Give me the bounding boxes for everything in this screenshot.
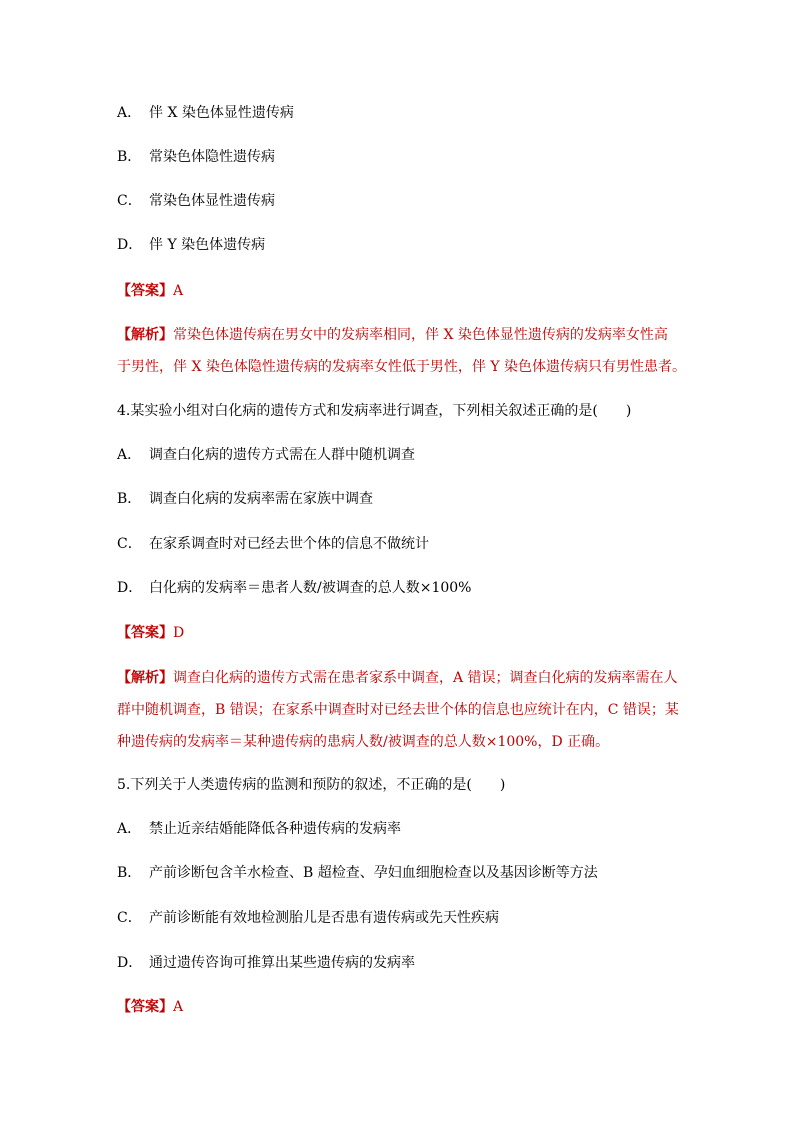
q3-analysis-line-2: 于男性，伴 X 染色体隐性遗传病的发病率女性低于男性，伴 Y 染色体遗传病只有男性患者。 bbox=[117, 359, 687, 375]
q4-option-c: C． 在家系调查时对已经去世个体的信息不做统计 bbox=[117, 536, 429, 552]
q3-option-d: D． 伴 Y 染色体遗传病 bbox=[117, 237, 266, 253]
q3-option-a: A． 伴 X 染色体显性遗传病 bbox=[117, 105, 294, 121]
q4-analysis-line-3: 种遗传病的发病率＝某种遗传病的患病人数/被调查的总人数×100%，D 正确。 bbox=[117, 734, 610, 750]
q4-question: 4.某实验小组对白化病的遗传方式和发病率进行调查，下列相关叙述正确的是( ) bbox=[117, 403, 632, 419]
q3-analysis-line-1: 【解析】常染色体遗传病在男女中的发病率相同，伴 X 染色体显性遗传病的发病率女性高 bbox=[117, 327, 668, 343]
q3-option-c: C． 常染色体显性遗传病 bbox=[117, 193, 275, 209]
q5-answer: 【答案】A bbox=[117, 999, 184, 1015]
q5-question: 5.下列关于人类遗传病的监测和预防的叙述，不正确的是( ) bbox=[117, 777, 506, 793]
q4-option-b: B． 调查白化病的发病率需在家族中调查 bbox=[117, 491, 373, 507]
q3-option-b: B． 常染色体隐性遗传病 bbox=[117, 149, 275, 165]
q3-answer: 【答案】A bbox=[117, 283, 184, 299]
q4-option-a: A． 调查白化病的遗传方式需在人群中随机调查 bbox=[117, 447, 415, 463]
q4-answer: 【答案】D bbox=[117, 625, 185, 641]
q4-analysis-line-1: 【解析】调查白化病的遗传方式需在患者家系中调查，A 错误；调查白化病的发病率需在人 bbox=[117, 670, 678, 686]
q5-option-d: D． 通过遗传咨询可推算出某些遗传病的发病率 bbox=[117, 955, 415, 971]
q5-option-b: B． 产前诊断包含羊水检查、B 超检查、孕妇血细胞检查以及基因诊断等方法 bbox=[117, 865, 598, 881]
q4-analysis-line-2: 群中随机调查，B 错误；在家系中调查时对已经去世个体的信息也应统计在内，C 错误；某 bbox=[117, 702, 679, 718]
q4-option-d: D． 白化病的发病率＝患者人数/被调查的总人数×100% bbox=[117, 580, 472, 596]
q5-option-c: C． 产前诊断能有效地检测胎儿是否患有遗传病或先天性疾病 bbox=[117, 910, 499, 926]
q5-option-a: A． 禁止近亲结婚能降低各种遗传病的发病率 bbox=[117, 821, 401, 837]
